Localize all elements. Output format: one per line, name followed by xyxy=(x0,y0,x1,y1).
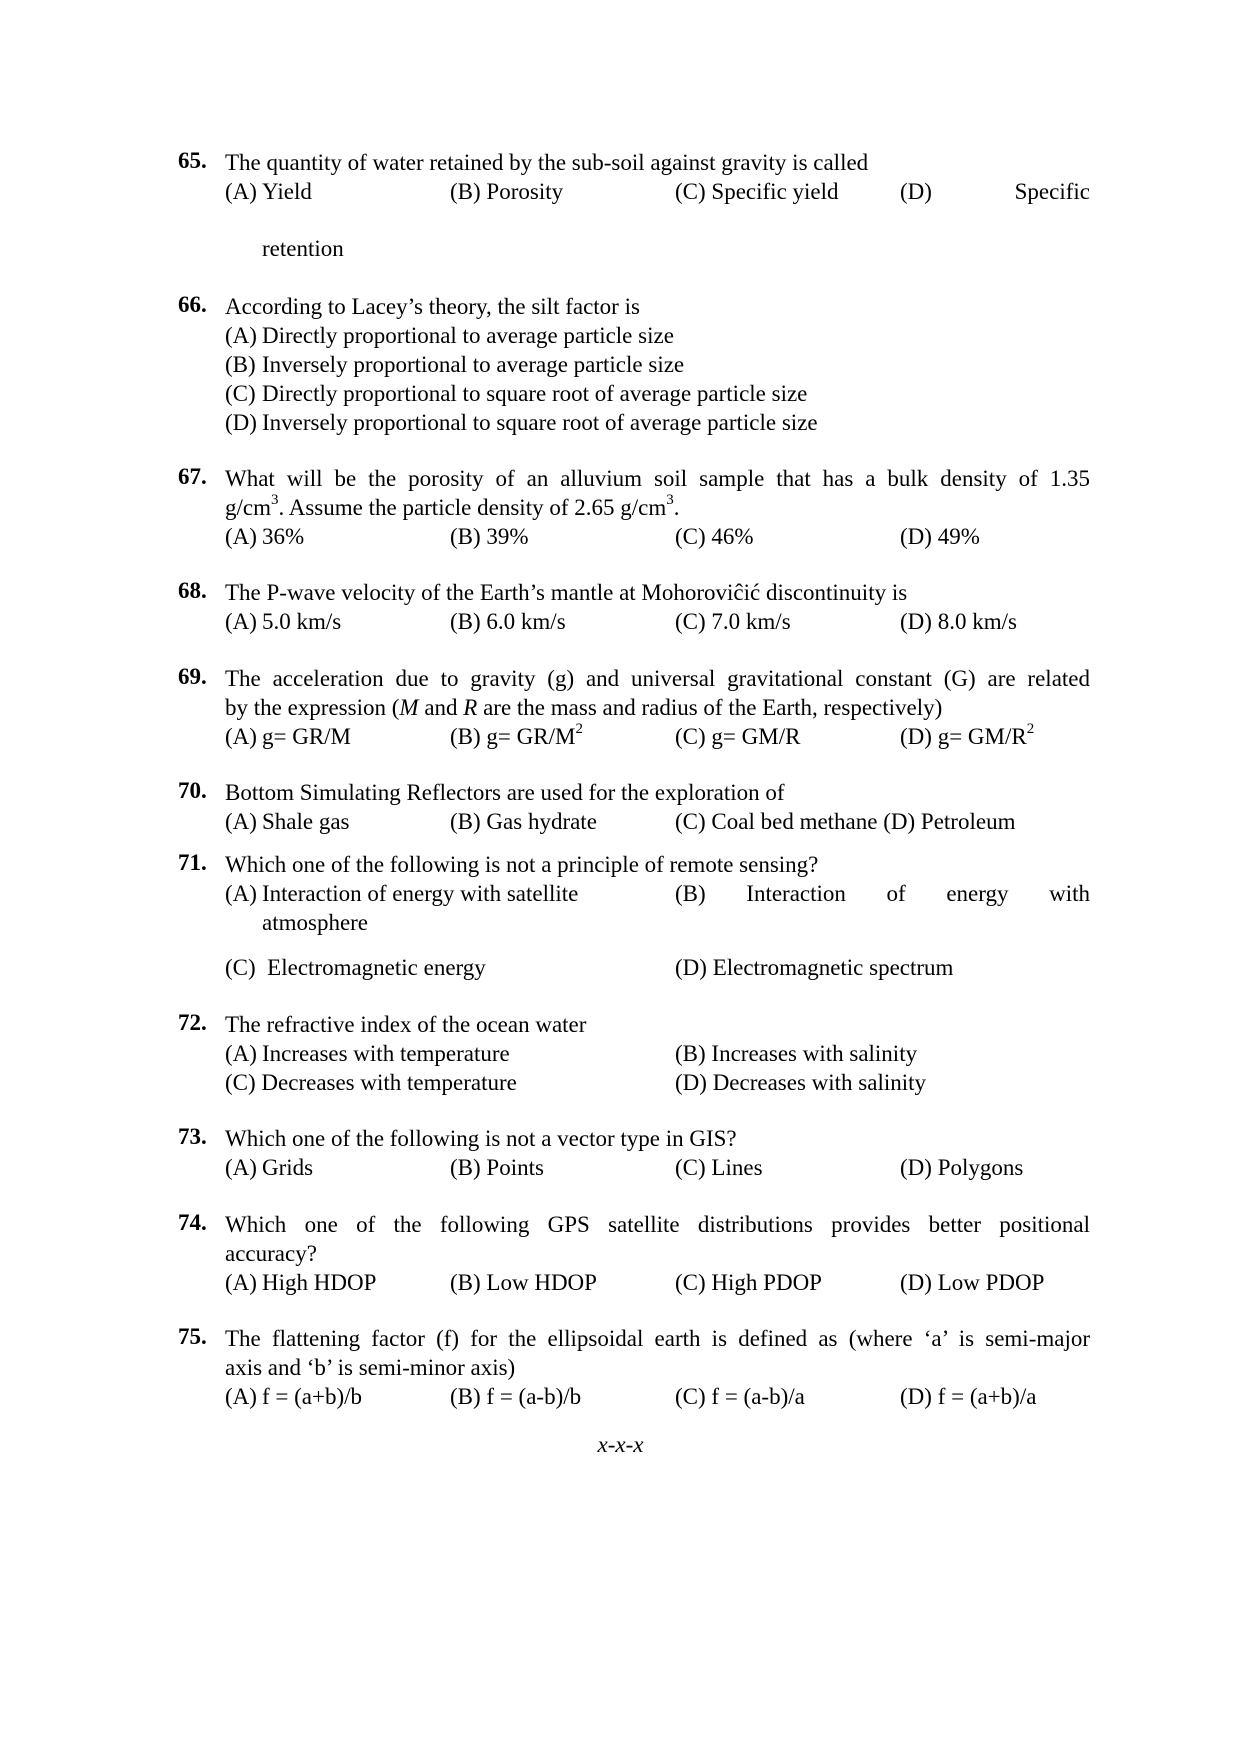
option-d-continuation: retention xyxy=(262,236,344,261)
option-d: (D) Electromagnetic spectrum xyxy=(675,955,954,980)
question-number: 75. xyxy=(178,1324,207,1349)
option-d: (D) f = (a+b)/a xyxy=(900,1384,1037,1409)
option-d: (D) 8.0 km/s xyxy=(900,609,1017,634)
question-text-line2: accuracy? xyxy=(225,1241,317,1266)
question-number: 71. xyxy=(178,850,207,875)
option-a: (A) Increases with temperature xyxy=(225,1041,510,1066)
question-text-line2: axis and ‘b’ is semi-minor axis) xyxy=(225,1355,516,1380)
option-c: (C) Lines xyxy=(675,1155,763,1180)
question-number: 68. xyxy=(178,578,207,603)
question-text: The quantity of water retained by the sub-soil against gravity is called xyxy=(225,150,869,175)
option-b: (B) Interaction of energy with xyxy=(675,881,1090,906)
question-number: 67. xyxy=(178,464,207,489)
option-c: (C) High PDOP xyxy=(675,1270,822,1295)
question-text: Bottom Simulating Reflectors are used for the exploration of xyxy=(225,780,785,805)
question-number: 74. xyxy=(178,1210,207,1235)
option-d: (D) Decreases with salinity xyxy=(675,1070,927,1095)
option-a: (A) Interaction of energy with satellite xyxy=(225,881,579,906)
question-text-line1: What will be the porosity of an alluvium soil sample that has a bulk density of 1.35 xyxy=(225,466,1090,491)
option-d: (D) Low PDOP xyxy=(900,1270,1045,1295)
option-a: (A) g= GR/M xyxy=(225,724,352,749)
page-end-marker: x-x-x xyxy=(597,1432,644,1457)
question-text: According to Lacey’s theory, the silt factor is xyxy=(225,294,640,319)
option-d: (D) 49% xyxy=(900,524,980,549)
option-d: (D) Polygons xyxy=(900,1155,1024,1180)
option-a: (A) 36% xyxy=(225,524,305,549)
option-d: (D) $g= GM/R^2$ xyxy=(900,721,1035,749)
option-a: (A) Directly proportional to average particle size xyxy=(225,323,674,348)
option-a: (A) High HDOP xyxy=(225,1270,377,1295)
option-c: (C) Specific yield xyxy=(675,179,839,204)
question-number: 72. xyxy=(178,1010,207,1035)
question-number: 70. xyxy=(178,778,207,803)
option-a-continuation: atmosphere xyxy=(262,910,369,935)
option-b: (B) Increases with salinity xyxy=(675,1041,918,1066)
question-text: The P-wave velocity of the Earth’s mantle at Mohoroviĉić discontinuity is xyxy=(225,580,908,605)
question-text-line1: The acceleration due to gravity (g) and universal gravitational constant (G) are related xyxy=(225,666,1090,691)
option-a: (A) 5.0 km/s xyxy=(225,609,342,634)
option-b: (B) 6.0 km/s xyxy=(450,609,566,634)
option-b: (B) Porosity xyxy=(450,179,564,204)
option-c: (C) Decreases with temperature xyxy=(225,1070,517,1095)
option-c: (C) f = (a-b)/a xyxy=(675,1384,805,1409)
option-a: (A) Yield xyxy=(225,179,312,204)
question-number: 65. xyxy=(178,148,207,173)
option-d: (D) Inversely proportional to square root of average particle size xyxy=(225,410,818,435)
option-b: (B) Points xyxy=(450,1155,544,1180)
option-c: (C) Coal bed methane (D) Petroleum xyxy=(675,809,1016,834)
option-b: (B) Inversely proportional to average particle size xyxy=(225,352,685,377)
question-text-line2: by the expression (M and R are the mass and radius of the Earth, respectively) xyxy=(225,695,943,720)
question-number: 73. xyxy=(178,1124,207,1149)
question-text: The refractive index of the ocean water xyxy=(225,1012,587,1037)
question-text-line1: Which one of the following GPS satellite distributions provides better positional xyxy=(225,1212,1090,1237)
question-number: 66. xyxy=(178,292,207,317)
question-text-line2: $g/cm^3$. Assume the particle density of 2.65 $g/cm^3$. xyxy=(225,492,680,520)
option-a: (A) f = (a+b)/b xyxy=(225,1384,363,1409)
option-b: (B) $g= GR/M^2$ xyxy=(450,721,583,749)
option-b: (B) f = (a-b)/b xyxy=(450,1384,582,1409)
option-c: (C) Electromagnetic energy xyxy=(225,955,486,980)
option-d-label: (D) xyxy=(900,179,932,204)
option-a: (A) Grids xyxy=(225,1155,314,1180)
option-c: (C) 7.0 km/s xyxy=(675,609,791,634)
option-d-text: Specific xyxy=(1014,179,1090,204)
option-a: (A) Shale gas xyxy=(225,809,350,834)
option-c: (C) g= GM/R xyxy=(675,724,801,749)
question-text: Which one of the following is not a principle of remote sensing? xyxy=(225,852,819,877)
option-b: (B) 39% xyxy=(450,524,529,549)
option-b: (B) Low HDOP xyxy=(450,1270,597,1295)
option-b: (B) Gas hydrate xyxy=(450,809,597,834)
option-c: (C) 46% xyxy=(675,524,754,549)
question-text: Which one of the following is not a vector type in GIS? xyxy=(225,1126,737,1151)
question-text-line1: The flattening factor (f) for the ellipsoidal earth is defined as (where ‘a’ is semi-major xyxy=(225,1326,1090,1351)
option-c: (C) Directly proportional to square root of average particle size xyxy=(225,381,808,406)
question-number: 69. xyxy=(178,664,207,689)
